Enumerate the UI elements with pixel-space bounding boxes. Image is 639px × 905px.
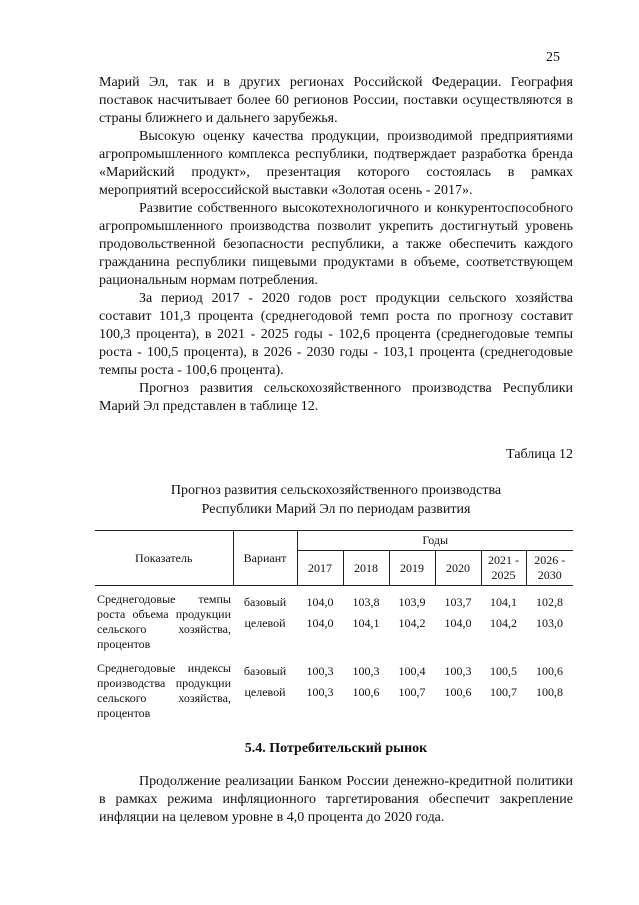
body-text-top: [99, 74, 573, 416]
variant-cell: целевой: [244, 685, 286, 699]
header-year: 2021 - 2025: [481, 551, 526, 586]
table-title-line: Республики Марий Эл по периодам развития: [201, 502, 471, 517]
value-cell: 100,5: [490, 664, 517, 678]
value-cell: 100,3: [306, 664, 334, 678]
indicator-cell: [95, 655, 233, 724]
header-variant: Вариант: [233, 531, 297, 586]
body-text-bottom: [99, 773, 573, 827]
variant-cell: базовый: [243, 595, 287, 609]
value-cell: 100,4: [398, 664, 426, 678]
value-cell: 104,2: [398, 616, 426, 630]
paragraph: Продолжение реализации Банком России денежно-кредитной политики в рамках режима инфляционного таргетирования обеспечит закрепление инфляции на целевом уровне в 4,0 процента до 2020 года.: [99, 774, 573, 825]
value-cell: 100,3: [444, 664, 472, 678]
value-cell: 104,1: [352, 616, 380, 630]
table-title-line: Прогноз развития сельскохозяйственного производства: [170, 483, 502, 498]
value-cell: 104,2: [490, 616, 517, 630]
header-year: 2020: [435, 551, 481, 586]
header-year: 2026 - 2030: [526, 551, 573, 586]
value-cell: 104,0: [444, 616, 472, 630]
value-cell: 102,8: [536, 595, 563, 609]
header-year: 2017: [297, 551, 343, 586]
value-cell: 103,7: [444, 595, 472, 609]
paragraph: Марий Эл, так и в других регионах Российской Федерации. География поставок насчитывает более 60 регионов России, поставки осуществляются в страны ближнего и дальнего зарубежья.: [99, 75, 573, 126]
paragraph: Высокую оценку качества продукции, производимой предприятиями агропромышленного комплекса республики, подтверждает разработка бренда «Марийский продукт», презентация которого состоялась в рамках мероприятий всероссийской выставки «Золотая осень - 2017».: [99, 129, 573, 198]
value-cell: 104,1: [490, 595, 517, 609]
indicator-label: Среднегодовые индексы производства продукции сельского хозяйства, процентов: [97, 661, 231, 720]
value-cell: 100,6: [444, 685, 472, 699]
value-cell: 100,7: [398, 685, 426, 699]
value-cell: 100,8: [536, 685, 563, 699]
indicator-label: Среднегодовые темпы роста объема продукции сельского хозяйства, процентов: [97, 592, 231, 651]
section-title: 5.4. Потребительский рынок: [244, 741, 428, 756]
forecast-table: [95, 530, 573, 724]
value-cell: 100,6: [352, 685, 380, 699]
value-cell: 103,9: [398, 595, 426, 609]
header-year: 2019: [389, 551, 435, 586]
header-indicator: Показатель: [95, 531, 233, 586]
table-title: [99, 481, 573, 519]
variant-cell: базовый: [243, 664, 287, 678]
value-cell: 103,0: [536, 616, 563, 630]
value-cell: 100,3: [352, 664, 380, 678]
header-years: Годы: [297, 531, 573, 551]
value-cell: 104,0: [306, 616, 334, 630]
value-cell: 100,6: [536, 664, 563, 678]
paragraph: За период 2017 - 2020 годов рост продукции сельского хозяйства составит 101,3 процента (среднегодовой темп роста по прогнозу составит 100,3 процента), в 2021 - 2025 годы - 102,6 процента (среднегодовые темпы роста - 100,5 процента), в 2026 - 2030 годы - 103,1 процента (среднегодовые темпы роста - 100,6 процента).: [99, 291, 573, 378]
variant-cell: целевой: [244, 616, 286, 630]
value-cell: 100,3: [306, 685, 334, 699]
page-number: 25: [546, 50, 560, 65]
table-row: [95, 586, 573, 614]
table-row: [95, 655, 573, 682]
table-caption: Таблица 12: [506, 447, 573, 462]
paragraph: Развитие собственного высокотехнологичного и конкурентоспособного агропромышленного производства позволит укрепить достигнутый уровень продовольственной безопасности республики, а также обеспечить каждого гражданина республики пищевыми продуктами в объеме, соответствующем рациональным нормам потребления.: [99, 201, 573, 288]
paragraph: Прогноз развития сельскохозяйственного производства Республики Марий Эл представлен в таблице 12.: [99, 381, 573, 414]
value-cell: 104,0: [306, 595, 334, 609]
indicator-cell: [95, 586, 233, 656]
header-year: 2018: [343, 551, 389, 586]
value-cell: 103,8: [352, 595, 380, 609]
value-cell: 100,7: [490, 685, 517, 699]
